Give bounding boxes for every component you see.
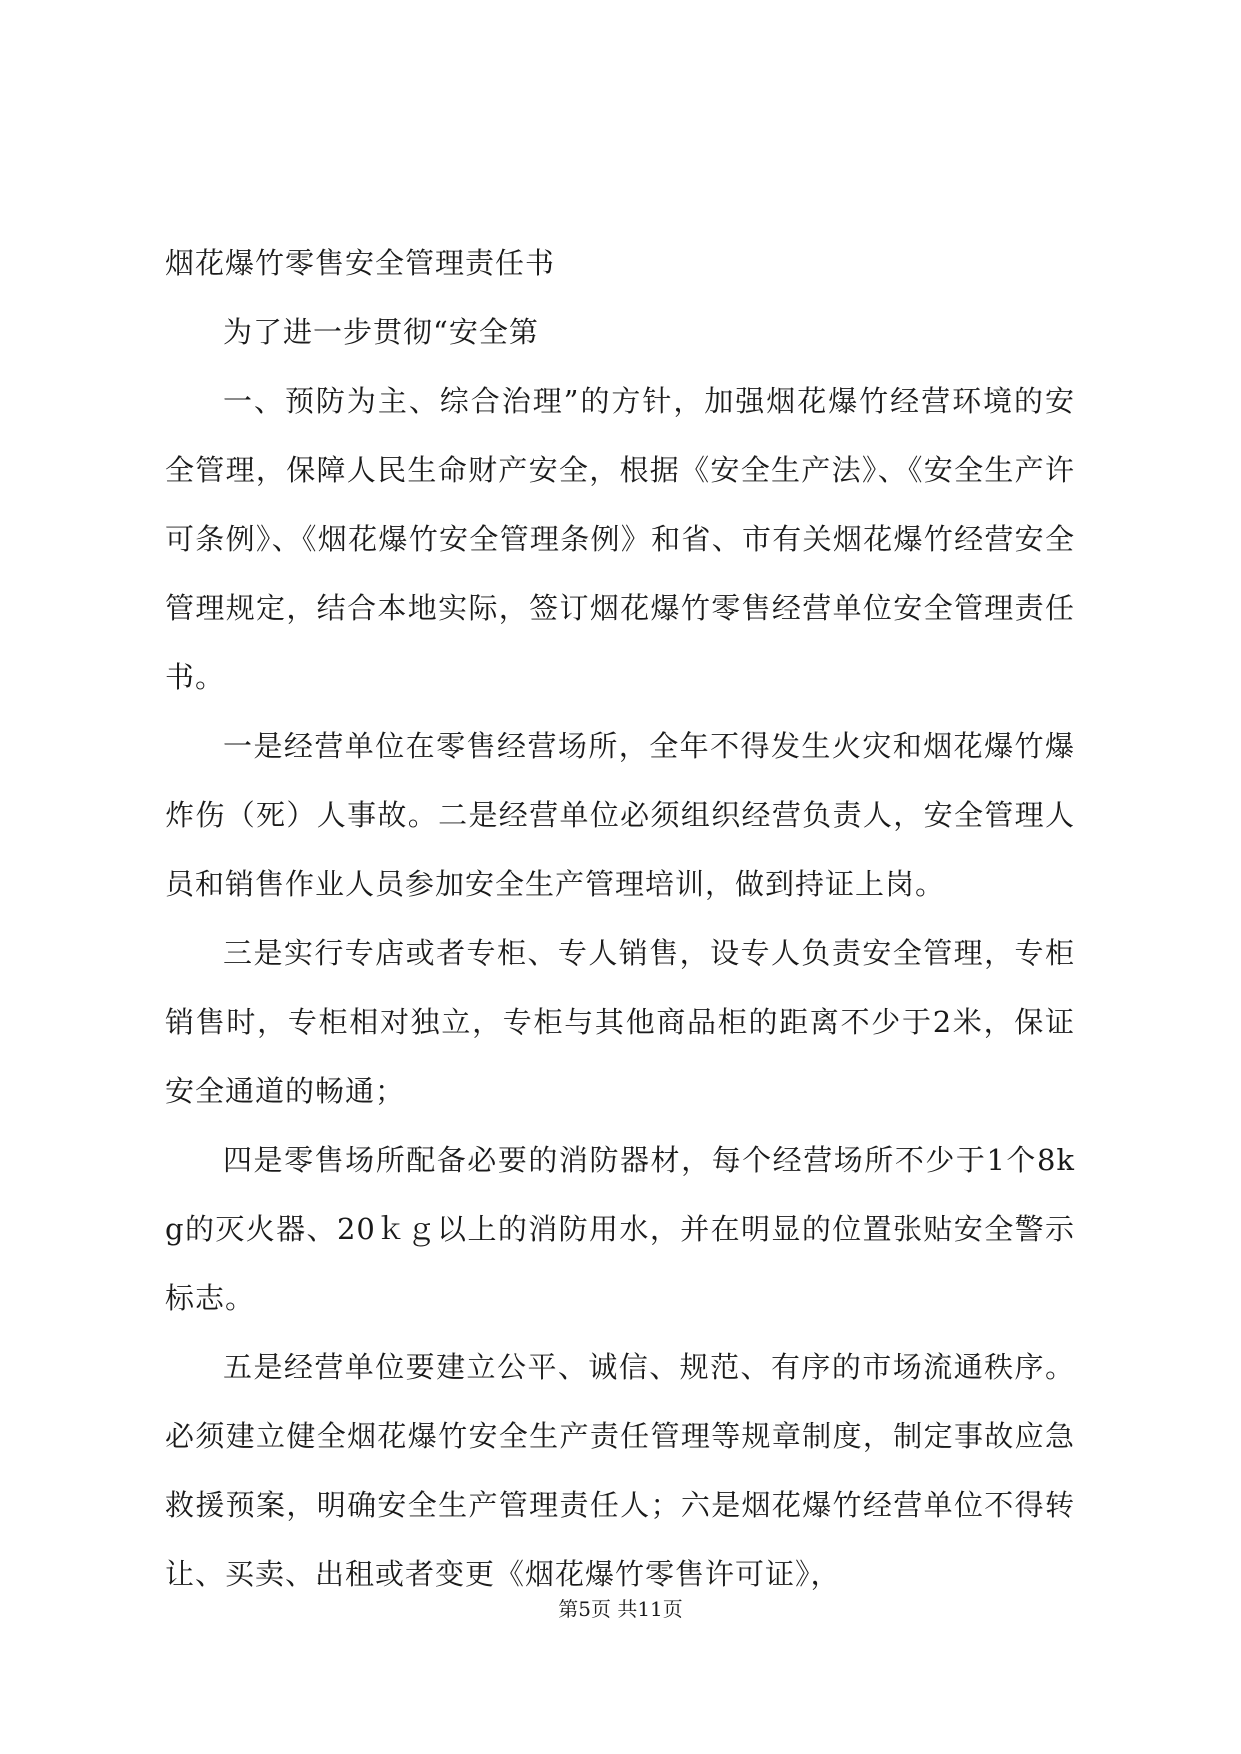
paragraph-item-3: 三是实行专店或者专柜、专人销售，设专人负责安全管理，专柜销售时，专柜相对独立，专柜与其他商品柜的距离不少于2米，保证安全通道的畅通；: [165, 936, 1075, 1108]
paragraph-intro: 为了进一步贯彻“安全第: [223, 315, 539, 349]
document-body: [165, 228, 1075, 1609]
page-footer: 第5页 共11页: [558, 1597, 683, 1621]
paragraph-principle: 一、预防为主、综合治理”的方针，加强烟花爆竹经营环境的安全管理，保障人民生命财产安全，根据《安全生产法》、《安全生产许可条例》、《烟花爆竹安全管理条例》和省、市有关烟花爆竹经营安全管理规定，结合本地实际，签订烟花爆竹零售经营单位安全管理责任书。: [165, 384, 1075, 694]
document-title: 烟花爆竹零售安全管理责任书: [165, 246, 556, 280]
paragraph-item-1-2: 一是经营单位在零售经营场所，全年不得发生火灾和烟花爆竹爆炸伤（死）人事故。二是经营单位必须组织经营负责人，安全管理人员和销售作业人员参加安全生产管理培训，做到持证上岗。: [165, 729, 1075, 901]
paragraph-item-5-6: 五是经营单位要建立公平、诚信、规范、有序的市场流通秩序。必须建立健全烟花爆竹安全生产责任管理等规章制度，制定事故应急救援预案，明确安全生产管理责任人；六是烟花爆竹经营单位不得转让、买卖、出租或者变更《烟花爆竹零售许可证》，: [165, 1350, 1075, 1591]
paragraph-item-4: 四是零售场所配备必要的消防器材，每个经营场所不少于1个8kg的灭火器、20ｋｇ以上的消防用水，并在明显的位置张贴安全警示标志。: [165, 1143, 1075, 1315]
